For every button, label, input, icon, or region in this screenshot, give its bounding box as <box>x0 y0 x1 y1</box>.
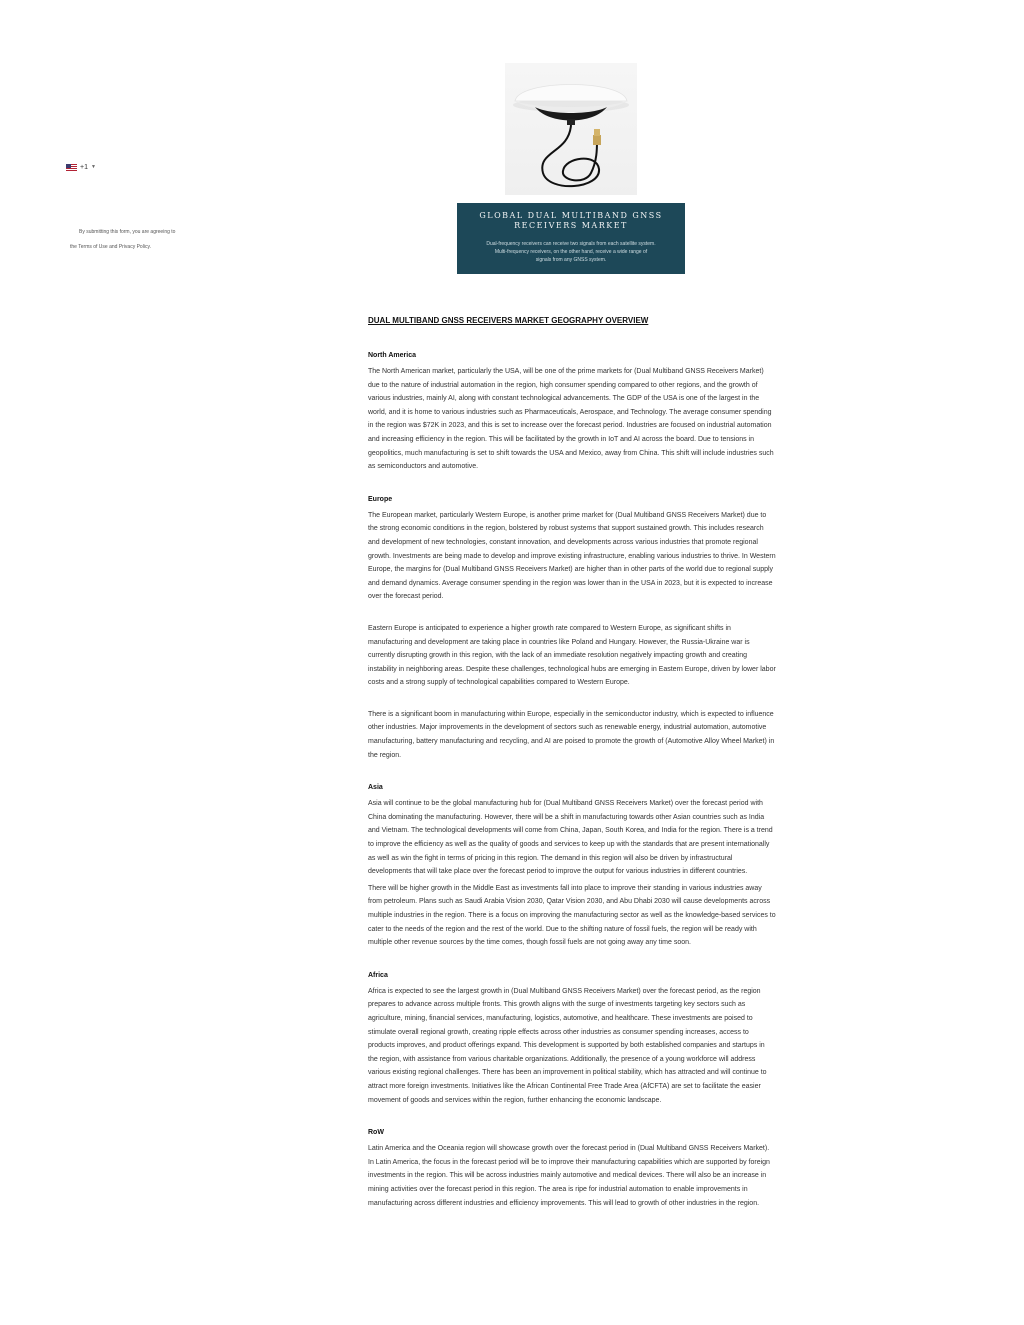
us-flag-icon <box>66 164 77 171</box>
banner-title-line-2: RECEIVERS MARKET <box>514 221 628 230</box>
asia-paragraph-2: There will be higher growth in the Middle East as investments fall into place to improve their standing in various industries away from petroleum. Plans such as Saudi Arabia Vision 2030, Qatar Vision 2030, and Abu Dhabi 2030 will cause developments across multiple industries in the region. There is a focus on improving the manufacturing sector as well as the knowledge-based services to cater to the needs of the region and the rest of the world. Due to the shifting nature of fossil fuels, the region will be ready with multiple other revenue sources by the time comes, though fossil fuels are not going away any time soon. <box>368 884 776 947</box>
banner-desc-line-3: signals from any GNSS system. <box>535 257 607 263</box>
consent-notice <box>70 229 200 250</box>
page-title: DUAL MULTIBAND GNSS RECEIVERS MARKET GEOGRAPHY OVERVIEW <box>368 316 649 325</box>
asia-paragraph-1: Asia will continue to be the global manufacturing hub for (Dual Multiband GNSS Receivers Market) over the forecast period with China dominating the manufacturing. However, there will be a shift in manufacturing towards other Asian countries such as India and Vietnam. The technological developments will come from China, Japan, South Korea, and India for the region. There is a trend to improve the efficiency as well as the quality of goods and services to keep up with the standards that are present internationally as well as win the fight in terms of pricing in this region. The demand in this region will also be driven by infrastructural developments that will take place over the forecast period to improve the output for various industries in different countries. <box>368 800 773 876</box>
section-title-asia: Asia <box>368 784 383 792</box>
section-title-north-america: North America <box>368 352 416 359</box>
section-title-africa: Africa <box>368 971 388 979</box>
product-image <box>505 63 637 195</box>
europe-paragraph-3: There is a significant boom in manufacturing within Europe, especially in the semiconductor industry, which is expected to influence other industries. Major improvements in the development of sectors such as renewable energy, industrial automation, automotive manufacturing, battery manufacturing and recycling, and AI are poised to promote the growth of (Automotive Alloy Wheel Market) in the region. <box>368 710 775 759</box>
terms-link[interactable]: the Terms of Use and Privacy Policy. <box>70 244 151 250</box>
geography-overview-article <box>368 316 776 1210</box>
banner-desc-line-1: Dual-frequency receivers can receive two signals from each satellite system. <box>486 241 656 247</box>
banner-description <box>457 240 685 264</box>
chevron-down-icon: ▼ <box>90 164 96 170</box>
dial-code: +1 <box>80 163 88 171</box>
section-title-row: RoW <box>368 1129 384 1137</box>
terms-privacy-link[interactable] <box>70 244 200 250</box>
banner-desc-line-2: Multi-frequency receivers, on the other hand, receive a wide range of <box>494 249 648 255</box>
gnss-antenna-icon <box>505 63 637 195</box>
section-title-europe: Europe <box>368 495 393 503</box>
row-paragraph: Latin America and the Oceania region will showcase growth over the forecast period in (Dual Multiband GNSS Receivers Market). In Latin America, the focus in the forecast period will be to improve their manufacturing capabilities which are supported by foreign investments in the region. This will be across industries mainly automotive and medical devices. There will also be an increase in mining activities over the forecast period in this region. The area is ripe for industrial automation to enable improvements in manufacturing across different industries and efficiency improvements. This will lead to growth of other industries in the region. <box>368 1145 770 1207</box>
country-code-select[interactable] <box>66 161 96 173</box>
market-banner <box>457 203 685 274</box>
consent-line-1: By submitting this form, you are agreeing to <box>79 229 176 235</box>
europe-paragraph-2: Eastern Europe is anticipated to experience a higher growth rate compared to Western Europe, as significant shifts in manufacturing and development are taking place in countries like Poland and Hungary. However, the Russia-Ukraine war is currently disrupting growth in this region, with the lack of an immediate resolution negatively impacting growth and creating instability in neighboring areas. Despite these challenges, technological hubs are emerging in Eastern Europe, driven by lower labor costs and a strong supply of technological capabilities compared to Western Europe. <box>368 624 776 687</box>
europe-paragraph-1: The European market, particularly Western Europe, is another prime market for (Dual Multiband GNSS Receivers Market) due to the strong economic conditions in the region, bolstered by robust systems that support sustained growth. This includes research and development of new technologies, constant innovation, and developments across various industries that promote regional growth. Investments are being made to develop and improve existing infrastructure, enabling various industries to thrive. In Western Europe, the margins for (Dual Multiband GNSS Receivers Market) are higher than in other parts of the world due to regional supply and demand dynamics. Average consumer spending in the region was lower than in the USA in 2023, but it is expected to increase over the forecast period. <box>368 511 776 601</box>
banner-title-line-1: GLOBAL DUAL MULTIBAND GNSS <box>479 211 663 220</box>
africa-paragraph: Africa is expected to see the largest growth in (Dual Multiband GNSS Receivers Market) over the forecast period, as the region prepares to advance across multiple fronts. This growth aligns with the surge of investments targeting key sectors such as agriculture, mining, financial services, manufacturing, logistics, automotive, and healthcare. These investments are poised to stimulate overall regional growth, creating ripple effects across other industries as consumer spending increases, access to products improves, and product offerings expand. This development is supported by both established companies and startups in the region, with assistance from various charitable organizations. Additionally, the presence of a young workforce will address various existing regional challenges. There has been an improvement in political stability, which has attracted and will continue to attract more foreign investments. Initiatives like the African Continental Free Trade Area (AfCFTA) are set to facilitate the easier movement of goods and services within the region, further enhancing the economic landscape. <box>368 987 767 1104</box>
banner-title <box>457 211 685 231</box>
north-america-paragraph: The North American market, particularly the USA, will be one of the prime markets for (Dual Multiband GNSS Receivers Market) due to the nature of industrial automation in the region, high consumer spending compared to other regions, and the growth of various industries, mainly AI, along with constant technological advancements. The GDP of the USA is one of the largest in the world, and it is home to various industries such as Pharmaceuticals, Aerospace, and Technology. The average consumer spending in the region was $72K in 2023, and this is set to increase over the forecast period. Industries are focused on industrial automation and increasing efficiency in the region. This will be facilitated by the growth in IoT and AI across the board. Due to tensions in geopolitics, much manufacturing is set to shift towards the USA and Mexico, away from China. This shift will include industries such as semiconductors and automotive. <box>368 368 774 471</box>
